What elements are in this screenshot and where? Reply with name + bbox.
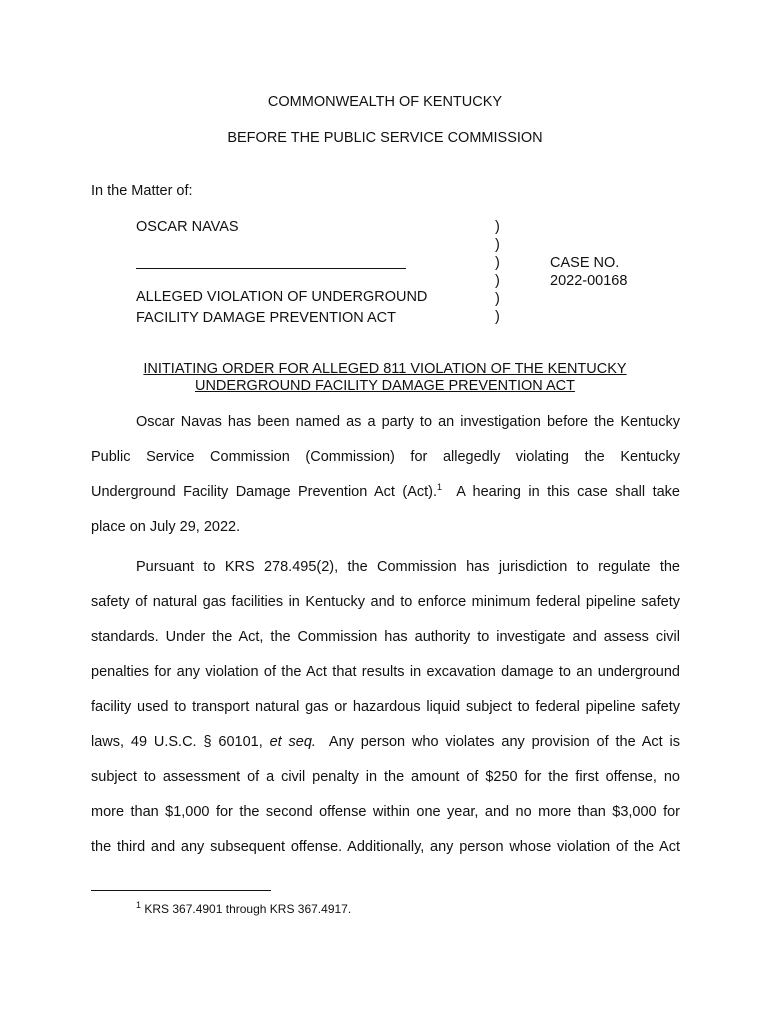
case-nature-line2: FACILITY DAMAGE PREVENTION ACT xyxy=(136,310,396,326)
paragraph-line: laws, 49 U.S.C. § 60101, et seq. Any person who violates any provision of the Act is xyxy=(91,734,681,750)
footnote-marker: 1 xyxy=(136,900,142,910)
paragraph-line: subject to assessment of a civil penalty in the amount of $250 for the first offense, no xyxy=(91,769,680,785)
paragraph-line: Public Service Commission (Commission) for allegedly violating the Kentucky xyxy=(91,449,680,465)
caption-paren: ) xyxy=(495,255,500,271)
order-title-line1: INITIATING ORDER FOR ALLEGED 811 VIOLATION OF THE KENTUCKY xyxy=(143,361,627,377)
footnote-ref: 1 xyxy=(437,482,443,493)
caption-paren: ) xyxy=(495,219,500,235)
paragraph-line: safety of natural gas facilities in Kentucky and to enforce minimum federal pipeline safety xyxy=(91,594,680,610)
footnote xyxy=(136,902,351,916)
header-commonwealth: COMMONWEALTH OF KENTUCKY xyxy=(267,94,503,110)
paragraph-line: place on July 29, 2022. xyxy=(91,519,241,535)
in-the-matter-label: In the Matter of: xyxy=(91,183,193,199)
caption-paren: ) xyxy=(495,273,500,289)
paragraph-1 xyxy=(91,405,680,545)
paragraph-line: more than $1,000 for the second offense within one year, and no more than $3,000 for xyxy=(91,804,680,820)
case-number: 2022-00168 xyxy=(550,273,628,289)
paragraph-line: penalties for any violation of the Act that results in excavation damage to an underground xyxy=(91,664,680,680)
caption-paren: ) xyxy=(495,291,500,307)
order-title xyxy=(0,361,770,395)
header-commission: BEFORE THE PUBLIC SERVICE COMMISSION xyxy=(227,130,543,146)
paragraph-2 xyxy=(91,550,680,865)
order-title-line2: UNDERGROUND FACILITY DAMAGE PREVENTION ACT xyxy=(194,378,575,394)
case-nature-line1: ALLEGED VIOLATION OF UNDERGROUND xyxy=(136,289,428,305)
paragraph-line: Pursuant to KRS 278.495(2), the Commission has jurisdiction to regulate the xyxy=(136,559,680,575)
caption-paren: ) xyxy=(495,309,500,325)
footnote-rule xyxy=(91,890,271,891)
paragraph-line: Underground Facility Damage Prevention Act (Act).$^1$ A hearing in this case shall take xyxy=(91,482,680,500)
caption-underline xyxy=(136,268,406,269)
caption-paren: ) xyxy=(495,237,500,253)
paragraph-line: Oscar Navas has been named as a party to an investigation before the Kentucky xyxy=(136,414,680,430)
party-name: OSCAR NAVAS xyxy=(136,219,239,235)
case-label: CASE NO. xyxy=(550,255,620,271)
paragraph-line: facility used to transport natural gas or hazardous liquid subject to federal pipeline safety xyxy=(91,699,680,715)
paragraph-line: the third and any subsequent offense. Additionally, any person whose violation of the Act xyxy=(91,839,680,855)
paragraph-line: standards. Under the Act, the Commission has authority to investigate and assess civil xyxy=(91,629,680,645)
footnote-text: KRS 367.4901 through KRS 367.4917. xyxy=(141,902,352,916)
case-number-block xyxy=(550,254,627,290)
